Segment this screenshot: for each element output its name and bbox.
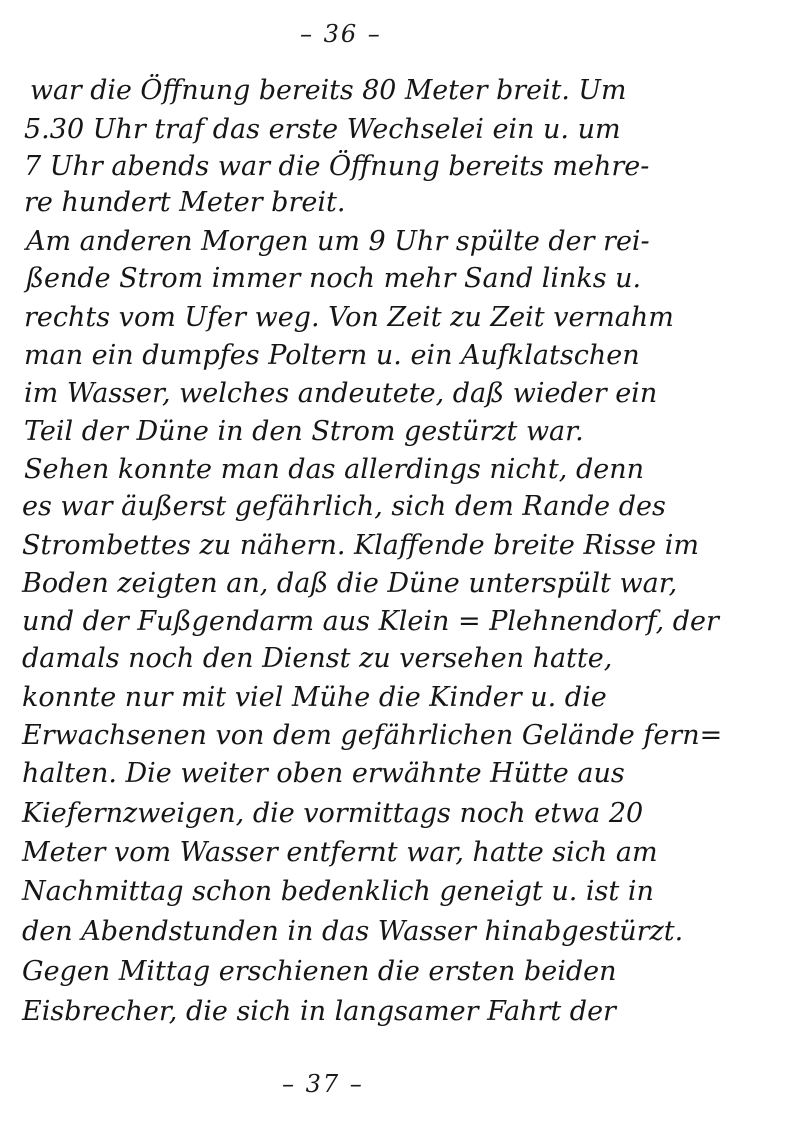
text-line: rechts vom Ufer weg. Von Zeit zu Zeit vernahm [24,302,674,333]
text-line: Kiefernzweigen, die vormittags noch etwa 20 [22,798,644,829]
text-line: es war äußerst gefährlich, sich dem Rande des [22,491,666,522]
text-line: ßende Strom immer noch mehr Sand links u. [26,263,642,294]
text-line: Sehen konnte man das allerdings nicht, denn [24,454,644,485]
text-line: man ein dumpfes Poltern u. ein Aufklatschen [24,340,640,371]
text-line: 5.30 Uhr traf das erste Wechselei ein u. um [24,114,621,145]
text-line: 7 Uhr abends war die Öffnung bereits mehre- [24,151,650,182]
text-line: damals noch den Dienst zu versehen hatte, [22,643,613,674]
text-line: Gegen Mittag erschienen die ersten beiden [22,956,617,987]
text-line: war die Öffnung bereits 80 Meter breit. Um [30,75,627,106]
text-line: halten. Die weiter oben erwähnte Hütte aus [22,758,625,789]
text-line: Am anderen Morgen um 9 Uhr spülte der rei- [26,226,650,257]
page-number-top: – 36 – [300,20,382,48]
text-line: Eisbrecher, die sich in langsamer Fahrt der [22,996,616,1027]
text-line: und der Fußgendarm aus Klein = Plehnendorf, der [22,606,719,637]
text-line: re hundert Meter breit. [24,187,346,218]
text-line: Nachmittag schon bedenklich geneigt u. ist in [22,876,654,907]
text-line: Teil der Düne in den Strom gestürzt war. [24,416,584,447]
text-line: den Abendstunden in das Wasser hinabgestürzt. [22,916,684,947]
text-line: Strombettes zu nähern. Klaffende breite Risse im [22,530,699,561]
text-line: im Wasser, welches andeutete, daß wieder ein [24,378,658,409]
text-line: Meter vom Wasser entfernt war, hatte sich am [22,837,658,868]
text-line: konnte nur mit viel Mühe die Kinder u. die [22,682,607,713]
text-line: Erwachsenen von dem gefährlichen Gelände fern= [22,720,723,751]
text-line: Boden zeigten an, daß die Düne unterspült war, [22,568,678,599]
page-number-bottom: – 37 – [282,1070,364,1098]
